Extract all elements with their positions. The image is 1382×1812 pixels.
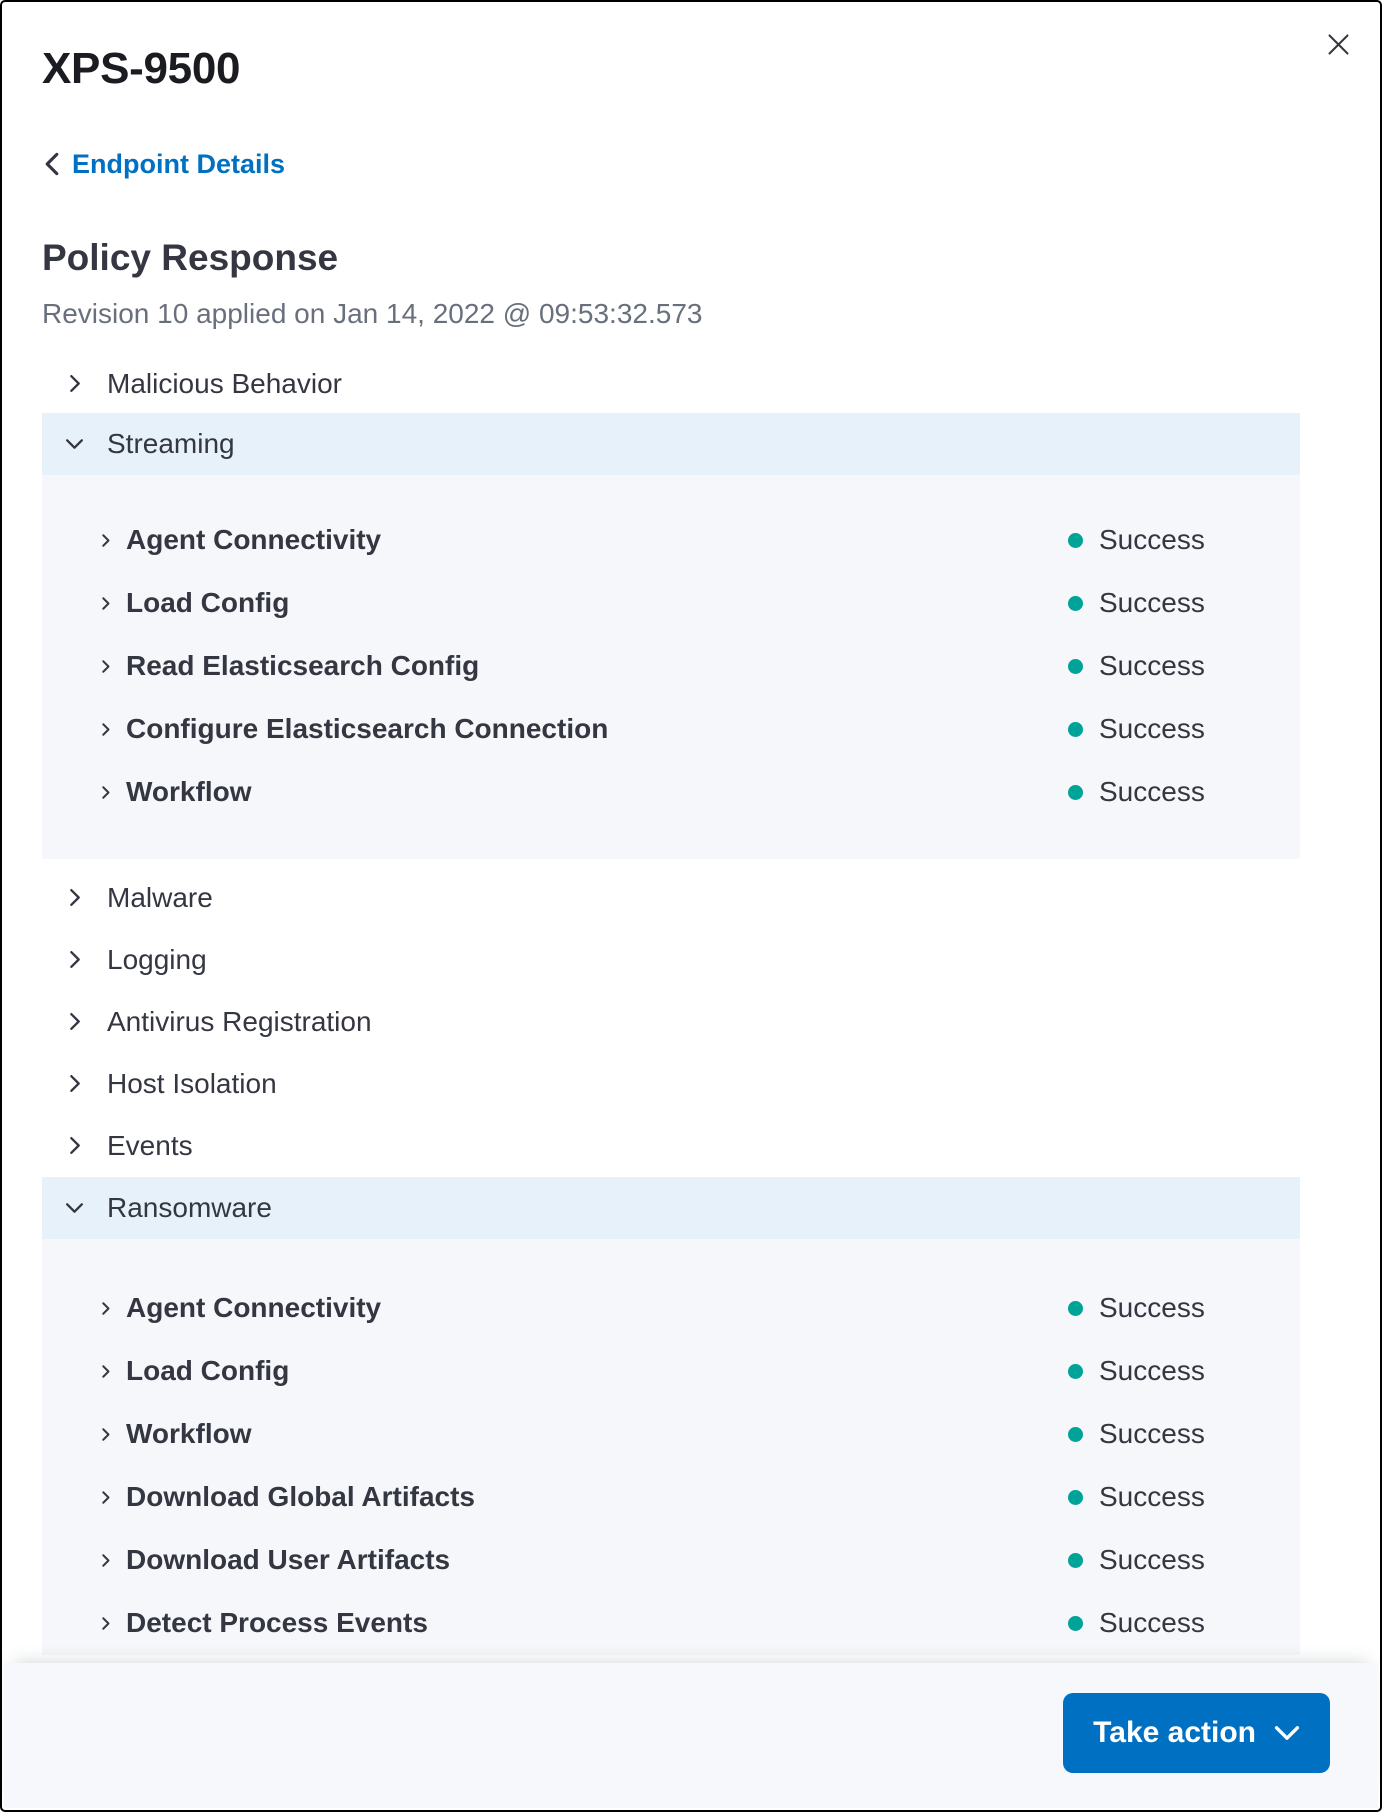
chevron-right-icon (64, 1135, 85, 1156)
success-dot-icon (1068, 533, 1083, 548)
policy-section (42, 413, 1300, 859)
action-label: Detect Process Events (126, 1607, 428, 1639)
close-icon[interactable] (1318, 24, 1358, 64)
action-toggle[interactable] (42, 776, 251, 808)
chevron-right-icon (98, 595, 113, 612)
policy-action-row (42, 572, 1300, 635)
success-dot-icon (1068, 785, 1083, 800)
policy-action-row (42, 1403, 1300, 1466)
action-toggle[interactable] (42, 1292, 381, 1324)
status-label: Success (1099, 1292, 1205, 1324)
policy-section (42, 1053, 1300, 1115)
action-status (1068, 524, 1300, 556)
action-status (1068, 776, 1300, 808)
chevron-right-icon (98, 1363, 113, 1380)
chevron-down-icon (64, 433, 85, 454)
policy-action-row (42, 1277, 1300, 1340)
section-label: Streaming (107, 427, 235, 459)
chevron-right-icon (98, 532, 113, 549)
action-toggle[interactable] (42, 587, 289, 619)
flyout-content (42, 44, 1300, 1655)
section-label: Host Isolation (107, 1067, 277, 1099)
section-label: Malicious Behavior (107, 367, 342, 399)
status-label: Success (1099, 1418, 1205, 1450)
chevron-right-icon (64, 373, 85, 394)
chevron-right-icon (98, 1615, 113, 1632)
success-dot-icon (1068, 1364, 1083, 1379)
action-status (1068, 713, 1300, 745)
action-status (1068, 1418, 1300, 1450)
section-toggle[interactable] (42, 929, 1300, 991)
status-label: Success (1099, 713, 1205, 745)
action-status (1068, 1292, 1300, 1324)
success-dot-icon (1068, 1490, 1083, 1505)
section-toggle[interactable] (42, 1177, 1300, 1239)
action-toggle[interactable] (42, 1418, 251, 1450)
chevron-right-icon (98, 658, 113, 675)
action-toggle[interactable] (42, 713, 608, 745)
status-label: Success (1099, 587, 1205, 619)
policy-section (42, 1177, 1300, 1655)
section-toggle[interactable] (42, 1053, 1300, 1115)
section-body (42, 475, 1300, 859)
status-label: Success (1099, 1481, 1205, 1513)
action-status (1068, 587, 1300, 619)
success-dot-icon (1068, 722, 1083, 737)
section-toggle[interactable] (42, 413, 1300, 475)
chevron-down-icon (1274, 1724, 1300, 1742)
section-label: Antivirus Registration (107, 1005, 372, 1037)
chevron-down-icon (64, 1197, 85, 1218)
section-toggle[interactable] (42, 355, 1300, 413)
status-label: Success (1099, 1544, 1205, 1576)
policy-section (42, 867, 1300, 929)
action-label: Download User Artifacts (126, 1544, 451, 1576)
policy-response-heading: Policy Response (42, 236, 339, 278)
chevron-right-icon (64, 887, 85, 908)
policy-action-row (42, 1340, 1300, 1403)
success-dot-icon (1068, 1301, 1083, 1316)
action-toggle[interactable] (42, 1607, 428, 1639)
action-toggle[interactable] (42, 524, 381, 556)
chevron-right-icon (64, 949, 85, 970)
chevron-left-icon (42, 152, 62, 176)
policy-section (42, 355, 1300, 413)
action-status (1068, 1544, 1300, 1576)
policy-section (42, 929, 1300, 991)
action-label: Read Elasticsearch Config (126, 650, 480, 682)
action-label: Workflow (126, 1418, 252, 1450)
take-action-label: Take action (1093, 1716, 1256, 1749)
section-label: Malware (107, 881, 213, 913)
back-link-label: Endpoint Details (72, 148, 286, 179)
chevron-right-icon (98, 721, 113, 738)
success-dot-icon (1068, 1553, 1083, 1568)
action-label: Download Global Artifacts (126, 1481, 475, 1513)
action-status (1068, 1355, 1300, 1387)
status-label: Success (1099, 1607, 1205, 1639)
chevron-right-icon (64, 1011, 85, 1032)
policy-response-accordion (42, 355, 1300, 1655)
action-label: Configure Elasticsearch Connection (126, 713, 609, 745)
policy-action-row (42, 635, 1300, 698)
success-dot-icon (1068, 1616, 1083, 1631)
revision-subtitle: Revision 10 applied on Jan 14, 2022 @ 09:53:32.573 (42, 297, 703, 329)
section-body (42, 1239, 1300, 1655)
endpoint-title: XPS-9500 (42, 44, 241, 93)
policy-action-row (42, 698, 1300, 761)
chevron-right-icon (64, 1073, 85, 1094)
action-toggle[interactable] (42, 1355, 289, 1387)
section-label: Ransomware (107, 1191, 272, 1223)
policy-action-row (42, 1466, 1300, 1529)
action-label: Workflow (126, 776, 252, 808)
action-status (1068, 1607, 1300, 1639)
chevron-right-icon (98, 1489, 113, 1506)
action-toggle[interactable] (42, 1544, 450, 1576)
section-toggle[interactable] (42, 867, 1300, 929)
action-status (1068, 650, 1300, 682)
back-to-endpoint-details-link[interactable] (42, 147, 285, 181)
action-label: Agent Connectivity (126, 524, 382, 556)
success-dot-icon (1068, 1427, 1083, 1442)
action-status (1068, 1481, 1300, 1513)
section-toggle[interactable] (42, 991, 1300, 1053)
section-toggle[interactable] (42, 1115, 1300, 1177)
chevron-right-icon (98, 1426, 113, 1443)
action-toggle[interactable] (42, 1481, 475, 1513)
action-label: Load Config (126, 587, 290, 619)
section-label: Events (107, 1129, 193, 1161)
policy-action-row (42, 509, 1300, 572)
section-label: Logging (107, 943, 207, 975)
action-toggle[interactable] (42, 650, 479, 682)
status-label: Success (1099, 650, 1205, 682)
status-label: Success (1099, 524, 1205, 556)
status-label: Success (1099, 776, 1205, 808)
policy-section (42, 1115, 1300, 1177)
policy-action-row (42, 1529, 1300, 1592)
policy-action-row (42, 1592, 1300, 1655)
policy-action-row (42, 761, 1300, 824)
success-dot-icon (1068, 596, 1083, 611)
policy-section (42, 991, 1300, 1053)
status-label: Success (1099, 1355, 1205, 1387)
chevron-right-icon (98, 1300, 113, 1317)
flyout-footer (4, 1663, 1378, 1808)
chevron-right-icon (98, 784, 113, 801)
take-action-button[interactable] (1063, 1693, 1330, 1773)
chevron-right-icon (98, 1552, 113, 1569)
action-label: Agent Connectivity (126, 1292, 382, 1324)
success-dot-icon (1068, 659, 1083, 674)
action-label: Load Config (126, 1355, 290, 1387)
